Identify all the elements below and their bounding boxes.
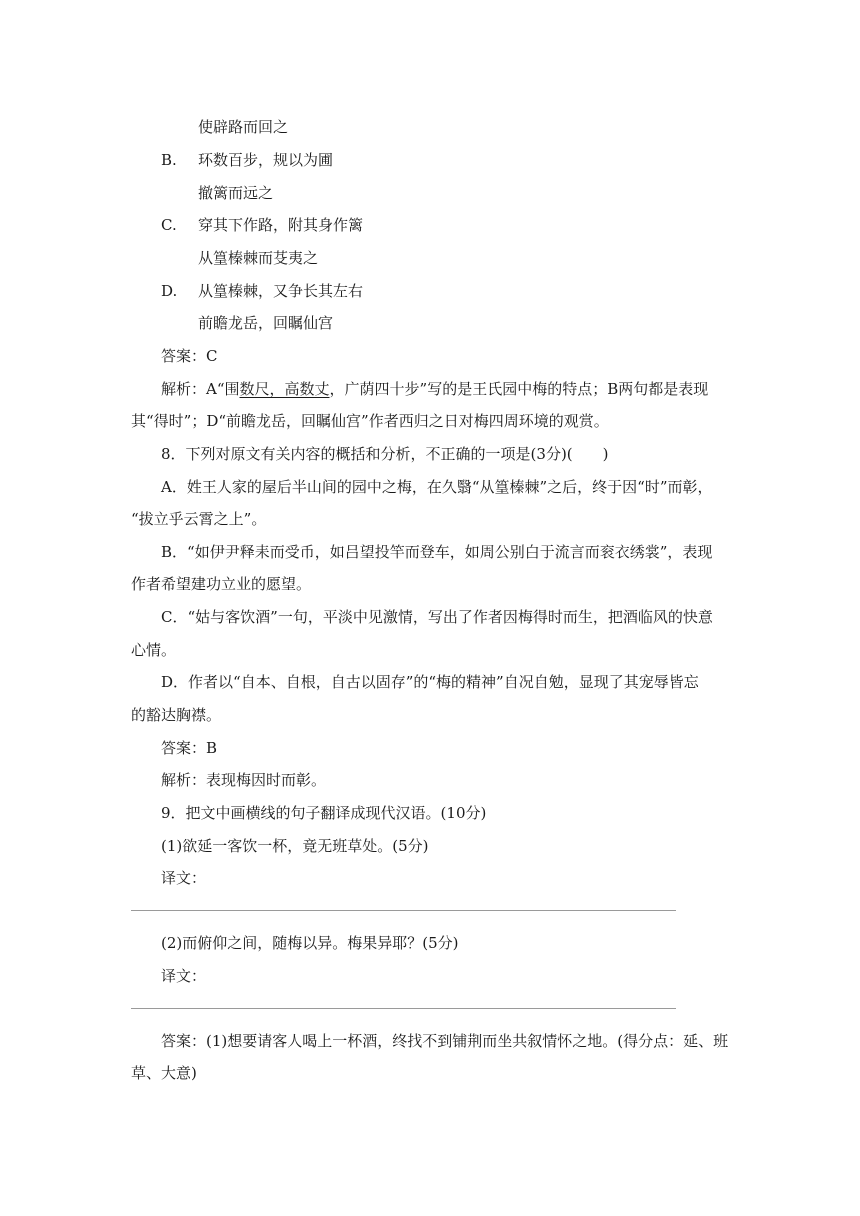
q8-option-a-line2: “拔立乎云霄之上”。 — [131, 510, 267, 528]
q8-answer: 答案：B — [161, 739, 218, 757]
answer-blank-line-2 — [131, 1008, 676, 1009]
q9-answer-line2: 草、大意) — [131, 1064, 197, 1082]
q7-analysis-line2: 其“得时”；D“前瞻龙岳，回瞩仙宫”作者西归之日对梅四周环境的观赏。 — [131, 412, 609, 430]
option-c-line2: 从篁榛棘而芟夷之 — [198, 249, 319, 267]
q9-sentence-2: (2)而俯仰之间，随梅以异。梅果异耶？(5分) — [161, 934, 459, 952]
q9-translation-label-2: 译文： — [161, 967, 207, 985]
option-b-line1: 环数百步，规以为圃 — [198, 151, 334, 169]
q7-analysis-line1 — [161, 379, 708, 399]
q9-sentence-1: (1)欲延一客饮一杯，竟无班草处。(5分) — [161, 837, 429, 855]
q8-option-c-line2: 心情。 — [131, 641, 177, 659]
q9-answer-line1: 答案：(1)想要请客人喝上一杯酒，终找不到铺荆而坐共叙情怀之地。(得分点：延、班 — [161, 1032, 729, 1050]
option-a-line2: 使辟路而回之 — [198, 118, 289, 136]
q8-analysis: 解析：表现梅因时而彰。 — [161, 771, 327, 789]
q7-analysis-underlined: 数尺，高数丈 — [239, 380, 330, 398]
q8-option-c-line1: C．“姑与客饮酒”一句，平淡中见激情，写出了作者因梅得时而生，把酒临风的快意 — [161, 608, 713, 626]
q8-option-b-line1: B．“如伊尹释耒而受币，如吕望投竿而登车，如周公别白于流言而衮衣绣裳”，表现 — [161, 543, 713, 561]
q8-option-d-line2: 的豁达胸襟。 — [131, 706, 222, 724]
q8-stem: 8．下列对原文有关内容的概括和分析，不正确的一项是(3分)( ) — [161, 445, 609, 463]
option-d-line1: 从篁榛棘，又争长其左右 — [198, 282, 364, 300]
option-c-letter: C. — [161, 216, 177, 234]
option-d-letter: D. — [161, 282, 178, 300]
q9-translation-label-1: 译文： — [161, 869, 207, 887]
q8-option-b-line2: 作者希望建功立业的愿望。 — [131, 575, 312, 593]
q7-analysis-post: ，广荫四十步”写的是王氏园中梅的特点；B两句都是表现 — [329, 380, 709, 398]
option-b-letter: B. — [161, 151, 177, 169]
option-b-line2: 撤篱而远之 — [198, 184, 274, 202]
q9-stem: 9．把文中画横线的句子翻译成现代汉语。(10分) — [161, 804, 487, 822]
q7-analysis-pre: 解析：A“围 — [161, 380, 240, 398]
q8-option-d-line1: D．作者以“自本、自根，自古以固存”的“梅的精神”自况自勉，显现了其宠辱皆忘 — [161, 673, 699, 691]
option-c-line1: 穿其下作路，附其身作篱 — [198, 216, 364, 234]
option-d-line2: 前瞻龙岳，回瞩仙宫 — [198, 314, 334, 332]
q8-option-a-line1: A．姓王人家的屋后半山间的园中之梅，在久翳“从篁榛棘”之后，终于因“时”而彰， — [161, 478, 713, 496]
q7-answer: 答案：C — [161, 347, 218, 365]
answer-blank-line-1 — [131, 910, 676, 911]
